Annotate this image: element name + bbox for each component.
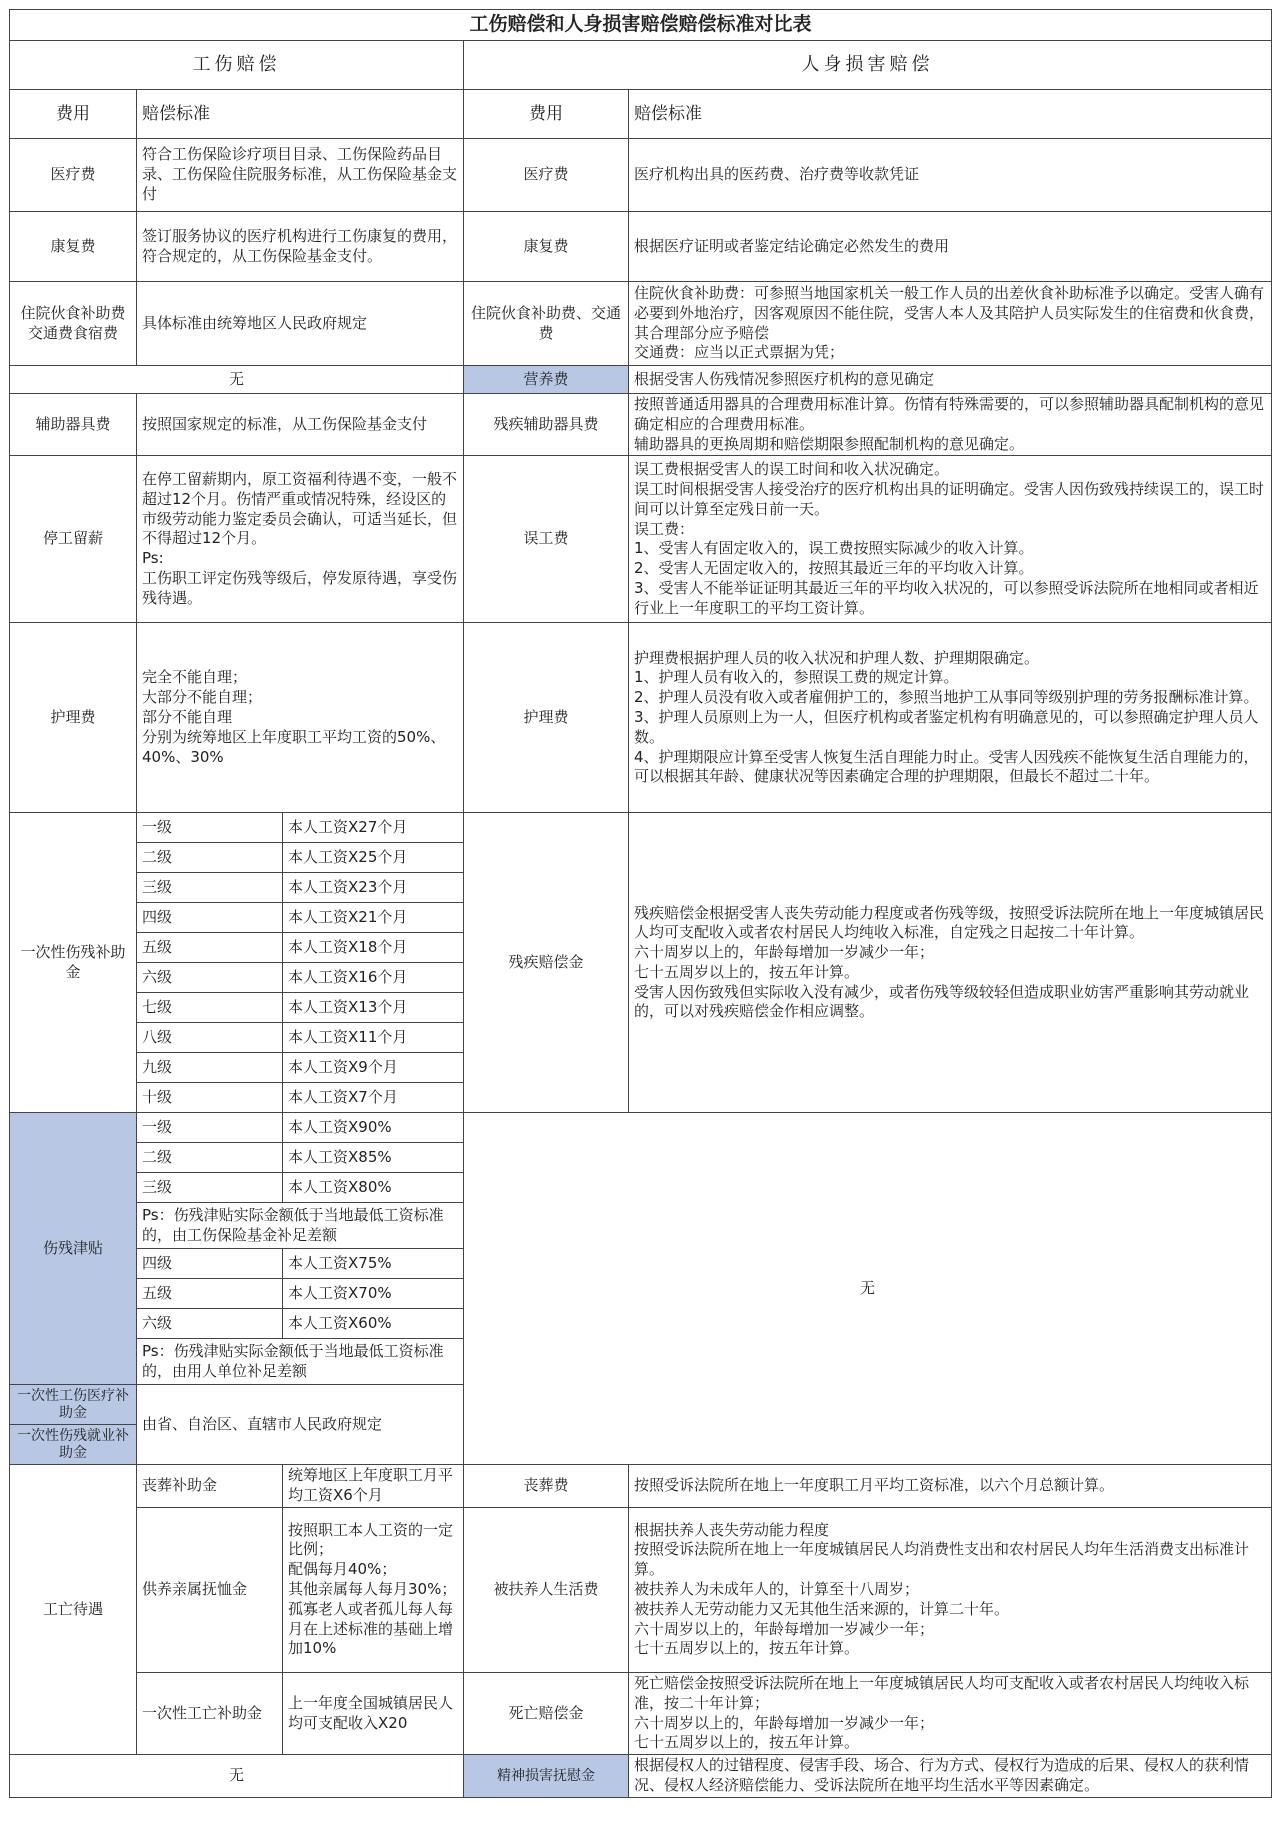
grade-cell: 二级 bbox=[137, 1143, 283, 1173]
ps-note: Ps：伤残津贴实际金额低于当地最低工资标准的，由用人单位补足差额 bbox=[137, 1339, 464, 1385]
row-desc: 签订服务协议的医疗机构进行工伤康复的费用，符合规定的，从工伤保险基金支付。 bbox=[137, 212, 464, 282]
row-name: 丧葬费 bbox=[464, 1465, 629, 1508]
row-name: 医疗费 bbox=[464, 139, 629, 212]
grade-cell: 二级 bbox=[137, 843, 283, 873]
row-desc: 按照普通适用器具的合理费用标准计算。伤情有特殊需要的，可以参照辅助器具配制机构的意见确定相应的合理费用标准。 辅助器具的更换周期和赔偿期限参照配制机构的意见确定。 bbox=[629, 394, 1272, 456]
sub-name: 丧葬补助金 bbox=[137, 1465, 283, 1508]
amount-cell: 本人工资X16个月 bbox=[283, 963, 464, 993]
row-name: 误工费 bbox=[464, 456, 629, 623]
amount-cell: 本人工资X80% bbox=[283, 1173, 464, 1203]
row-name: 被扶养人生活费 bbox=[464, 1507, 629, 1672]
sub-name: 供养亲属抚恤金 bbox=[137, 1507, 283, 1672]
row-name: 护理费 bbox=[464, 623, 629, 813]
amount-cell: 本人工资X90% bbox=[283, 1113, 464, 1143]
grade-cell: 八级 bbox=[137, 1023, 283, 1053]
amount-cell: 本人工资X70% bbox=[283, 1279, 464, 1309]
grade-cell: 十级 bbox=[137, 1083, 283, 1113]
amount-cell: 本人工资X27个月 bbox=[283, 813, 464, 843]
amount-cell: 本人工资X75% bbox=[283, 1249, 464, 1279]
sub-desc: 按照职工本人工资的一定比例； 配偶每月40%； 其他亲属每人每月30%； 孤寡老人或者孤儿每人每月在上述标准的基础上增加10% bbox=[283, 1507, 464, 1672]
amount-cell: 本人工资X7个月 bbox=[283, 1083, 464, 1113]
section-work-injury: 工伤赔偿 bbox=[10, 41, 464, 90]
grade-cell: 六级 bbox=[137, 1309, 283, 1339]
section-personal-injury: 人身损害赔偿 bbox=[464, 41, 1272, 90]
grade-cell: 四级 bbox=[137, 1249, 283, 1279]
grade-cell: 五级 bbox=[137, 1279, 283, 1309]
row-name: 辅助器具费 bbox=[10, 394, 137, 456]
row-desc: 死亡赔偿金按照受诉法院所在地上一年度城镇居民人均可支配收入或者农村居民人均纯收入标准，按二十年计算； 六十周岁以上的，年龄每增加一岁减少一年； 七十五周岁以上的，按五年计算。 bbox=[629, 1672, 1272, 1754]
grade-cell: 七级 bbox=[137, 993, 283, 1023]
ps-note: Ps：伤残津贴实际金额低于当地最低工资标准的，由工伤保险基金补足差额 bbox=[137, 1203, 464, 1249]
amount-cell: 本人工资X21个月 bbox=[283, 903, 464, 933]
row-desc: 住院伙食补助费：可参照当地国家机关一般工作人员的出差伙食补助标准予以确定。受害人确有必要到外地治疗，因客观原因不能住院，受害人本人及其陪护人员实际发生的住宿费和伙食费，其合理部分应予赔偿 交通费：应当以正式票据为凭； bbox=[629, 282, 1272, 366]
row-desc: 由省、自治区、直辖市人民政府规定 bbox=[137, 1385, 464, 1465]
amount-cell: 本人工资X11个月 bbox=[283, 1023, 464, 1053]
row-desc: 在停工留薪期内，原工资福利待遇不变，一般不超过12个月。伤情严重或情况特殊，经设区的市级劳动能力鉴定委员会确认，可适当延长，但不得超过12个月。 Ps: 工伤职工评定伤残等级后，停发原待遇，享受伤残待遇。 bbox=[137, 456, 464, 623]
amount-cell: 本人工资X9个月 bbox=[283, 1053, 464, 1083]
amount-cell: 本人工资X25个月 bbox=[283, 843, 464, 873]
row-name: 一次性伤残就业补助金 bbox=[10, 1425, 137, 1465]
row-desc: 具体标准由统筹地区人民政府规定 bbox=[137, 282, 464, 366]
none-cell: 无 bbox=[464, 1113, 1272, 1465]
table-title: 工伤赔偿和人身损害赔偿赔偿标准对比表 bbox=[10, 10, 1272, 41]
amount-cell: 本人工资X85% bbox=[283, 1143, 464, 1173]
row-name: 营养费 bbox=[464, 366, 629, 394]
row-name: 护理费 bbox=[10, 623, 137, 813]
comparison-table bbox=[9, 9, 1272, 1798]
grade-cell: 四级 bbox=[137, 903, 283, 933]
row-name: 残疾辅助器具费 bbox=[464, 394, 629, 456]
row-name: 工亡待遇 bbox=[10, 1465, 137, 1755]
grade-cell: 三级 bbox=[137, 1173, 283, 1203]
row-desc: 根据受害人伤残情况参照医疗机构的意见确定 bbox=[629, 366, 1272, 394]
grade-cell: 三级 bbox=[137, 873, 283, 903]
row-name: 一次性工伤医疗补助金 bbox=[10, 1385, 137, 1425]
row-name: 住院伙食补助费、交通费 bbox=[464, 282, 629, 366]
sub-desc: 统筹地区上年度职工月平均工资X6个月 bbox=[283, 1465, 464, 1508]
sub-desc: 上一年度全国城镇居民人均可支配收入X20 bbox=[283, 1672, 464, 1754]
amount-cell: 本人工资X18个月 bbox=[283, 933, 464, 963]
row-name: 死亡赔偿金 bbox=[464, 1672, 629, 1754]
row-name: 康复费 bbox=[464, 212, 629, 282]
none-cell: 无 bbox=[10, 366, 464, 394]
amount-cell: 本人工资X23个月 bbox=[283, 873, 464, 903]
amount-cell: 本人工资X13个月 bbox=[283, 993, 464, 1023]
row-desc: 残疾赔偿金根据受害人丧失劳动能力程度或者伤残等级，按照受诉法院所在地上一年度城镇居民人均可支配收入或者农村居民人均纯收入标准，自定残之日起按二十年计算。 六十周岁以上的，年龄每增加一岁减少一年； 七十五周岁以上的，按五年计算。 受害人因伤致残但实际收入没有减少，或者伤残等级较轻但造成职业妨害严重影响其劳动就业的，可以对残疾赔偿金作相应调整。 bbox=[629, 813, 1272, 1113]
amount-cell: 本人工资X60% bbox=[283, 1309, 464, 1339]
row-desc: 护理费根据护理人员的收入状况和护理人数、护理期限确定。 1、护理人员有收入的，参照误工费的规定计算。 2、护理人员没有收入或者雇佣护工的，参照当地护工从事同等级别护理的劳务报酬标准计算。 3、护理人员原则上为一人，但医疗机构或者鉴定机构有明确意见的，可以参照确定护理人员人数。 4、护理期限应计算至受害人恢复生活自理能力时止。受害人因残疾不能恢复生活自理能力的，可以根据其年龄、健康状况等因素确定合理的护理期限，但最长不超过二十年。 bbox=[629, 623, 1272, 813]
row-name: 残疾赔偿金 bbox=[464, 813, 629, 1113]
row-name: 医疗费 bbox=[10, 139, 137, 212]
row-desc: 按照国家规定的标准，从工伤保险基金支付 bbox=[137, 394, 464, 456]
grade-cell: 九级 bbox=[137, 1053, 283, 1083]
grade-cell: 一级 bbox=[137, 1113, 283, 1143]
none-cell: 无 bbox=[10, 1755, 464, 1798]
row-name: 一次性伤残补助金 bbox=[10, 813, 137, 1113]
row-name: 康复费 bbox=[10, 212, 137, 282]
header-standard-right: 赔偿标准 bbox=[629, 90, 1272, 139]
header-fee-right: 费用 bbox=[464, 90, 629, 139]
row-desc: 符合工伤保险诊疗项目目录、工伤保险药品目录、工伤保险住院服务标准，从工伤保险基金支付 bbox=[137, 139, 464, 212]
grade-cell: 一级 bbox=[137, 813, 283, 843]
row-desc: 根据扶养人丧失劳动能力程度 按照受诉法院所在地上一年度城镇居民人均消费性支出和农村居民人均年生活消费支出标准计算。 被扶养人为未成年人的，计算至十八周岁； 被扶养人无劳动能力又无其他生活来源的，计算二十年。 六十周岁以上的，年龄每增加一岁减少一年； 七十五周岁以上的，按五年计算。 bbox=[629, 1507, 1272, 1672]
row-name: 伤残津贴 bbox=[10, 1113, 137, 1385]
sub-name: 一次性工亡补助金 bbox=[137, 1672, 283, 1754]
row-desc: 根据侵权人的过错程度、侵害手段、场合、行为方式、侵权行为造成的后果、侵权人的获利情况、侵权人经济赔偿能力、受诉法院所在地平均生活水平等因素确定。 bbox=[629, 1755, 1272, 1798]
grade-cell: 六级 bbox=[137, 963, 283, 993]
row-desc: 医疗机构出具的医药费、治疗费等收款凭证 bbox=[629, 139, 1272, 212]
row-desc: 完全不能自理； 大部分不能自理； 部分不能自理 分别为统筹地区上年度职工平均工资的50%、40%、30% bbox=[137, 623, 464, 813]
row-desc: 根据医疗证明或者鉴定结论确定必然发生的费用 bbox=[629, 212, 1272, 282]
row-desc: 按照受诉法院所在地上一年度职工月平均工资标准，以六个月总额计算。 bbox=[629, 1465, 1272, 1508]
row-name: 停工留薪 bbox=[10, 456, 137, 623]
row-desc: 误工费根据受害人的误工时间和收入状况确定。 误工时间根据受害人接受治疗的医疗机构出具的证明确定。受害人因伤致残持续误工的，误工时间可以计算至定残日前一天。 误工费： 1、受害人有固定收入的，误工费按照实际减少的收入计算。 2、受害人无固定收入的，按照其最近三年的平均收入计算。 3、受害人不能举证证明其最近三年的平均收入状况的，可以参照受诉法院所在地相同或者相近行业上一年度职工的平均工资计算。 bbox=[629, 456, 1272, 623]
header-fee-left: 费用 bbox=[10, 90, 137, 139]
grade-cell: 五级 bbox=[137, 933, 283, 963]
header-standard-left: 赔偿标准 bbox=[137, 90, 464, 139]
row-name: 精神损害抚慰金 bbox=[464, 1755, 629, 1798]
row-name: 住院伙食补助费 交通费食宿费 bbox=[10, 282, 137, 366]
